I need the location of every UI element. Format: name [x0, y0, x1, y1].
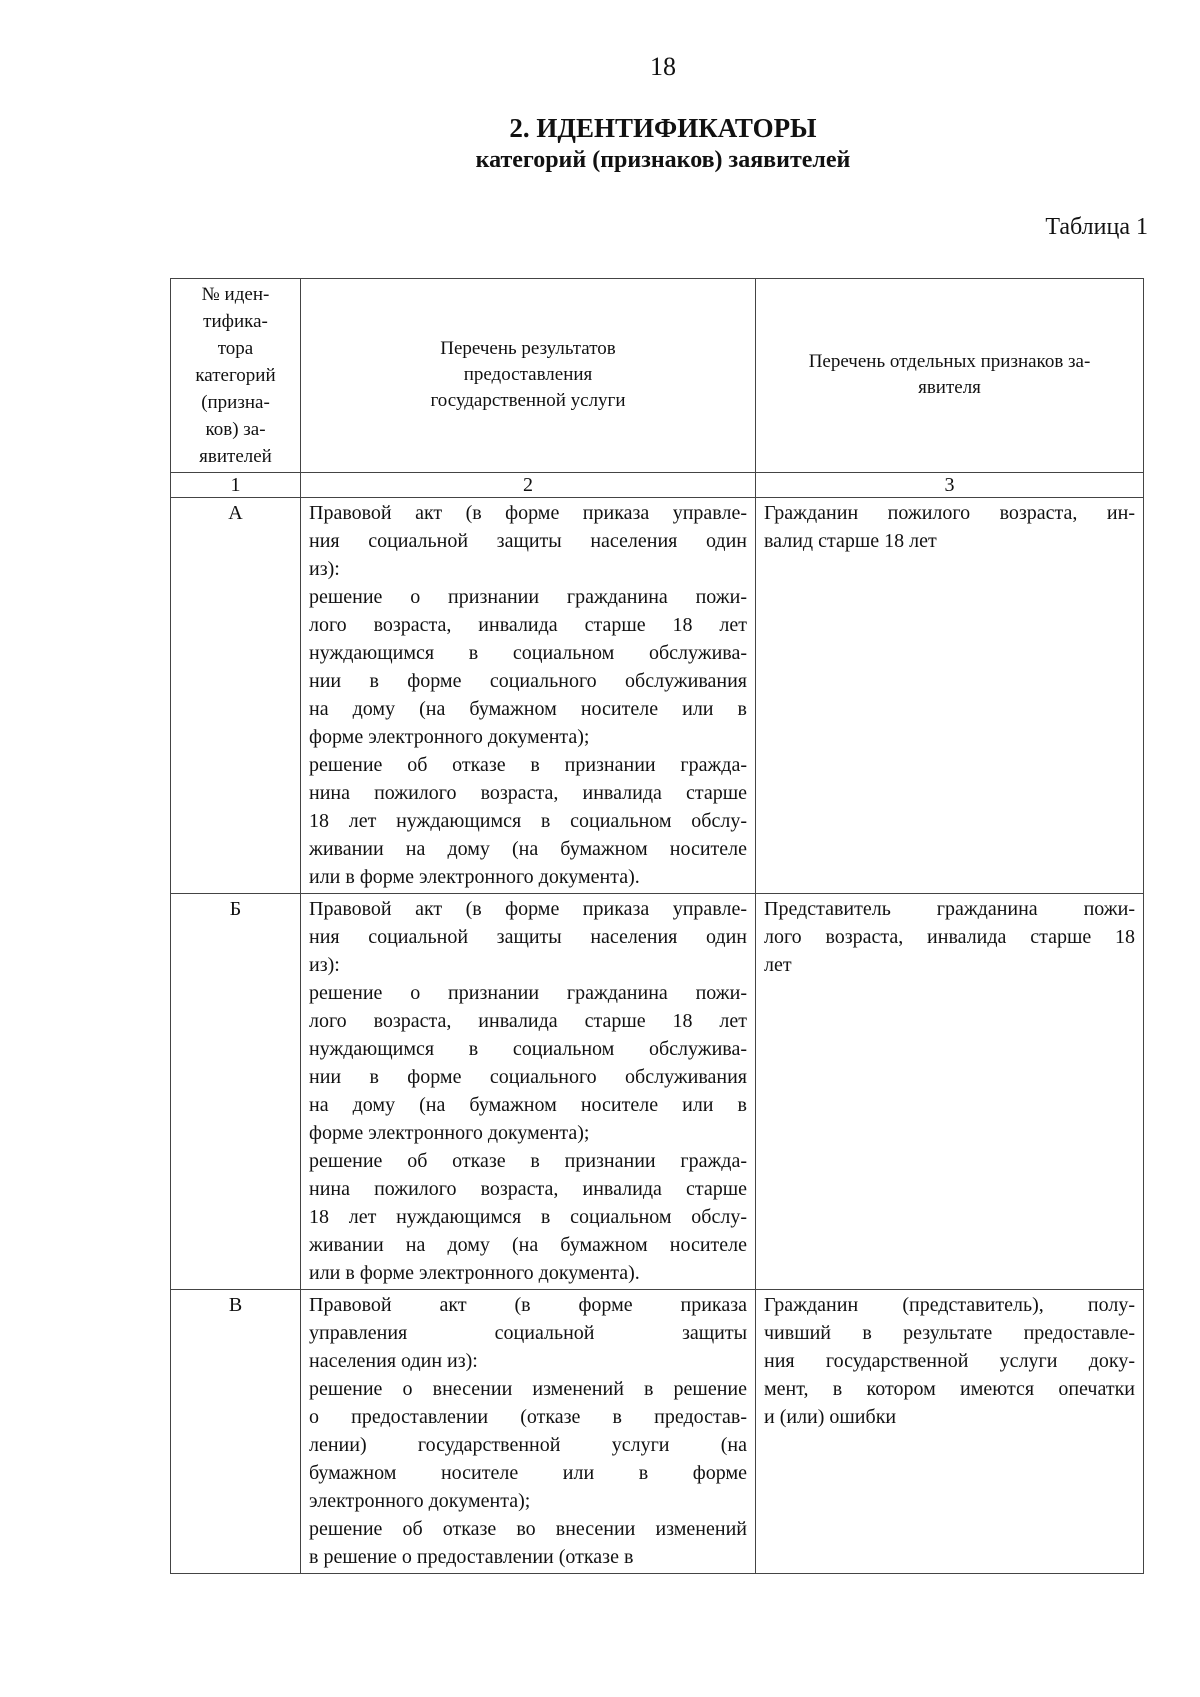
table-row	[171, 498, 1144, 894]
signs-cell	[756, 894, 1144, 1290]
signs-line: лет	[764, 954, 792, 976]
results-line: населения один из):	[309, 1350, 478, 1372]
identifier-cell: Б	[171, 894, 301, 1290]
results-line: электронного документа);	[309, 1490, 531, 1512]
header-line: ков) за-	[205, 419, 266, 440]
results-line: или в форме электронного документа).	[309, 1262, 640, 1284]
table-row	[171, 894, 1144, 1290]
identifiers-table	[170, 278, 1144, 1574]
header-applicant-signs	[756, 279, 1144, 473]
table-header-row	[171, 279, 1144, 473]
results-line: нии в форме социального обслуживания	[309, 670, 747, 692]
results-line: форме электронного документа);	[309, 1122, 590, 1144]
results-line: из):	[309, 954, 340, 976]
header-line: предоставления	[463, 364, 593, 385]
results-line: нуждающимся в социальном обслужива-	[309, 1038, 747, 1060]
section-title	[0, 112, 1200, 176]
results-cell	[301, 1290, 756, 1574]
results-line: решение об отказе в признании гражда-	[309, 1150, 747, 1172]
results-line: или в форме электронного документа).	[309, 866, 640, 888]
signs-line: валид старше 18 лет	[764, 530, 937, 552]
results-line: из):	[309, 558, 340, 580]
results-line: в решение о предоставлении (отказе в	[309, 1546, 634, 1568]
column-number: 3	[756, 473, 1144, 498]
column-numbers-row	[171, 473, 1144, 498]
results-cell	[301, 498, 756, 894]
header-line: категорий	[195, 365, 276, 386]
results-line: решение об отказе во внесении изменений	[309, 1518, 747, 1540]
results-line: нина пожилого возраста, инвалида старше	[309, 1178, 747, 1200]
header-results-list	[301, 279, 756, 473]
signs-line: ния государственной услуги доку-	[764, 1350, 1135, 1372]
results-line: нуждающимся в социальном обслужива-	[309, 642, 747, 664]
table-row	[171, 1290, 1144, 1574]
header-line: (призна-	[201, 392, 270, 413]
identifier-cell: А	[171, 498, 301, 894]
signs-line: лого возраста, инвалида старше 18	[764, 926, 1135, 948]
page-number: 18	[650, 52, 676, 81]
results-line: ния социальной защиты населения один	[309, 530, 747, 552]
column-number: 1	[171, 473, 301, 498]
results-line: форме электронного документа);	[309, 726, 590, 748]
header-line: явителей	[199, 446, 272, 467]
signs-cell	[756, 1290, 1144, 1574]
results-line: 18 лет нуждающимся в социальном обслу-	[309, 1206, 747, 1228]
results-line: на дому (на бумажном носителе или в	[309, 698, 747, 720]
results-line: 18 лет нуждающимся в социальном обслу-	[309, 810, 747, 832]
results-line: живании на дому (на бумажном носителе	[309, 838, 747, 860]
results-line: живании на дому (на бумажном носителе	[309, 1234, 747, 1256]
results-line: Правовой акт (в форме приказа	[309, 1294, 747, 1316]
results-line: Правовой акт (в форме приказа управле-	[309, 502, 747, 524]
signs-line: Представитель гражданина пожи-	[764, 898, 1135, 920]
section-title-main: 2. ИДЕНТИФИКАТОРЫ	[509, 113, 817, 143]
results-line: Правовой акт (в форме приказа управле-	[309, 898, 747, 920]
signs-line: чивший в результате предоставле-	[764, 1322, 1135, 1344]
header-identifier-number	[171, 279, 301, 473]
header-line: тора	[217, 338, 254, 359]
results-line: решение о внесении изменений в решение	[309, 1378, 747, 1400]
results-line: о предоставлении (отказе в предостав-	[309, 1406, 747, 1428]
results-line: ния социальной защиты населения один	[309, 926, 747, 948]
results-line: нина пожилого возраста, инвалида старше	[309, 782, 747, 804]
results-line: на дому (на бумажном носителе или в	[309, 1094, 747, 1116]
signs-line: и (или) ошибки	[764, 1406, 897, 1428]
header-line: Перечень результатов	[440, 338, 616, 359]
identifier-cell: В	[171, 1290, 301, 1574]
header-line: Перечень отдельных признаков за-	[808, 351, 1091, 372]
signs-line: мент, в котором имеются опечатки	[764, 1378, 1135, 1400]
results-line: лого возраста, инвалида старше 18 лет	[309, 1010, 747, 1032]
signs-line: Гражданин (представитель), полу-	[764, 1294, 1135, 1316]
header-line: № иден-	[201, 284, 270, 305]
results-line: решение о признании гражданина пожи-	[309, 982, 747, 1004]
column-number: 2	[301, 473, 756, 498]
results-line: нии в форме социального обслуживания	[309, 1066, 747, 1088]
header-line: явителя	[918, 377, 981, 398]
header-line: тифика-	[203, 311, 268, 332]
results-line: решение о признании гражданина пожи-	[309, 586, 747, 608]
results-cell	[301, 894, 756, 1290]
results-line: управления социальной защиты	[309, 1322, 747, 1344]
results-line: лого возраста, инвалида старше 18 лет	[309, 614, 747, 636]
header-line: государственной услуги	[430, 390, 626, 411]
signs-cell	[756, 498, 1144, 894]
section-title-sub: категорий (признаков) заявителей	[475, 147, 851, 173]
results-line: бумажном носителе или в форме	[309, 1462, 747, 1484]
table-label: Таблица 1	[1045, 214, 1148, 240]
results-line: решение об отказе в признании гражда-	[309, 754, 747, 776]
signs-line: Гражданин пожилого возраста, ин-	[764, 502, 1135, 524]
results-line: лении) государственной услуги (на	[309, 1434, 747, 1456]
